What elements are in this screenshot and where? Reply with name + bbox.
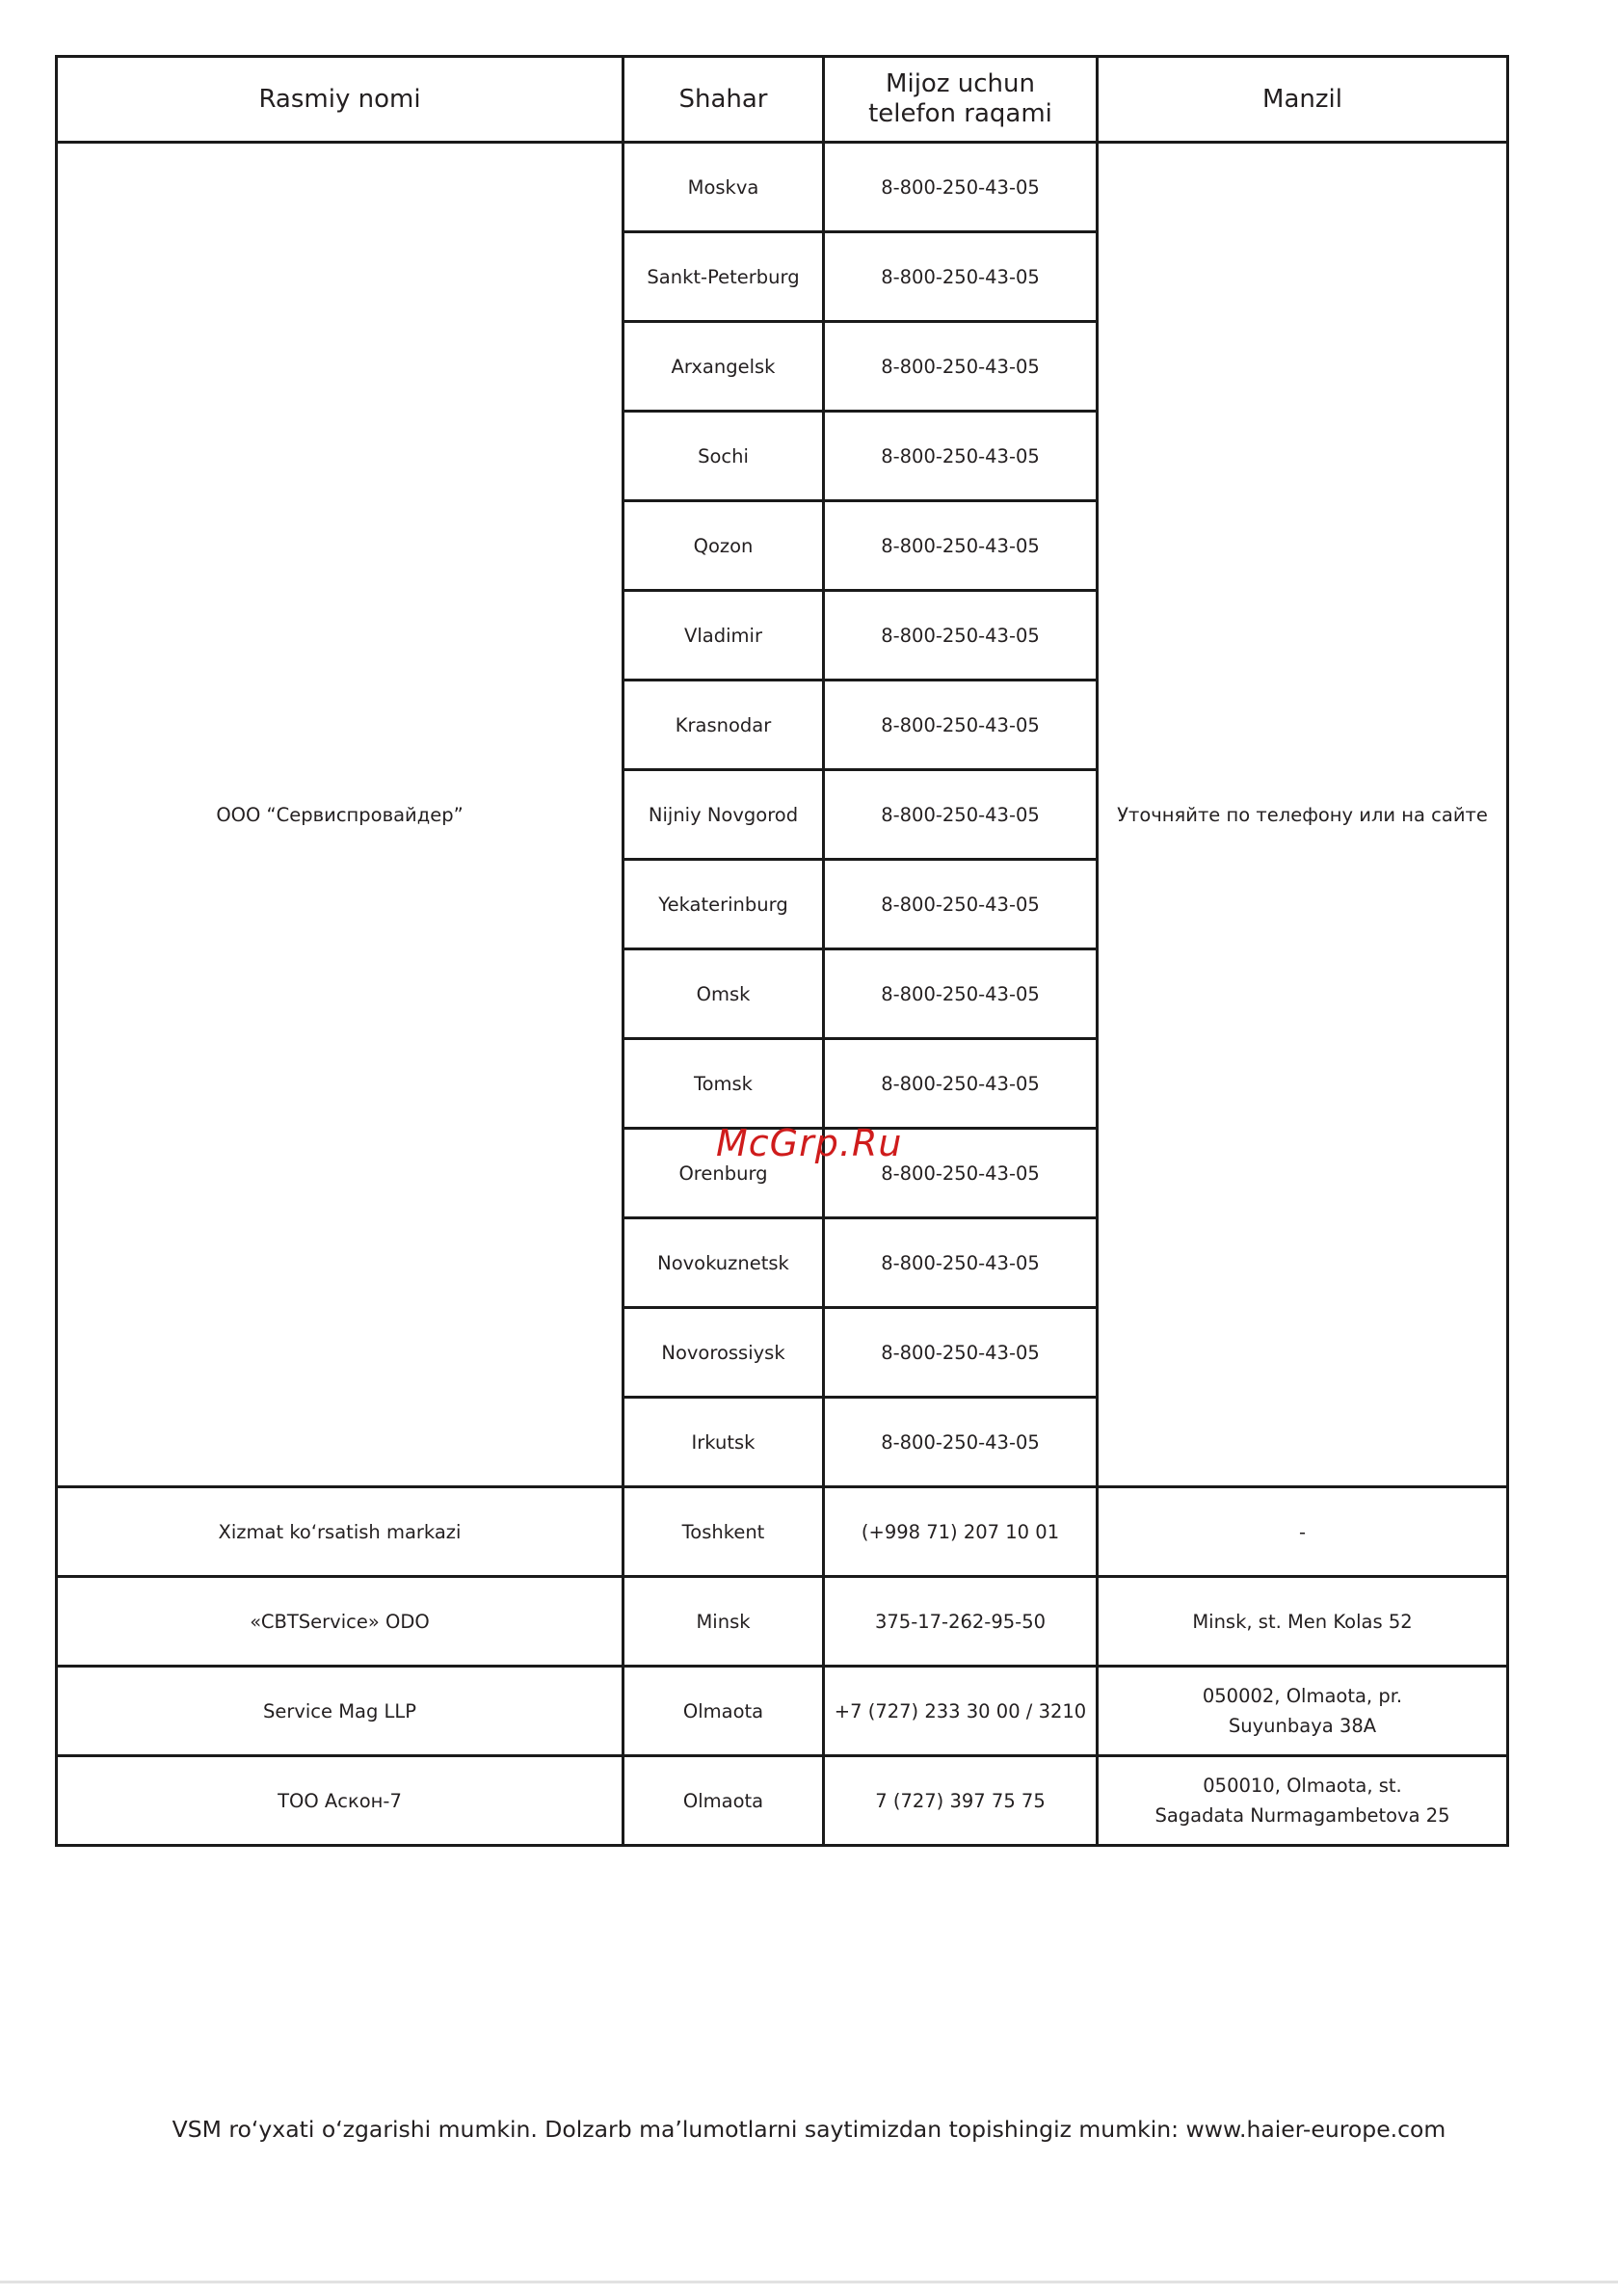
city-cell: Arxangelsk: [623, 322, 824, 412]
table-row: [57, 1487, 1508, 1577]
footer-note: VSM ro‘yxati o‘zgarishi mumkin. Dolzarb ma’lumotlarni saytimizdan topishingiz mumkin: www.haier-europe.com: [172, 2116, 1446, 2143]
city-cell: Minsk: [623, 1577, 824, 1667]
header-phone-line1: Mijoz uchun: [886, 69, 1035, 98]
header-customer-phone: [824, 57, 1098, 143]
table-row: [57, 1577, 1508, 1667]
address-line1: -: [1298, 1520, 1307, 1543]
city-cell: Omsk: [623, 949, 824, 1039]
phone-cell: 8-800-250-43-05: [824, 770, 1098, 860]
city-cell: Moskva: [623, 143, 824, 232]
phone-cell: 8-800-250-43-05: [824, 1039, 1098, 1129]
city-cell: Irkutsk: [623, 1398, 824, 1487]
phone-cell: 7 (727) 397 75 75: [824, 1756, 1098, 1846]
city-cell: Sankt-Peterburg: [623, 232, 824, 322]
header-phone-line2: telefon raqami: [868, 99, 1052, 128]
phone-cell: 8-800-250-43-05: [824, 143, 1098, 232]
phone-cell: 8-800-250-43-05: [824, 1218, 1098, 1308]
city-cell: Nijniy Novgorod: [623, 770, 824, 860]
official-name-cell: «CBTService» ODO: [57, 1577, 623, 1667]
phone-cell: 8-800-250-43-05: [824, 501, 1098, 591]
official-name-cell: Service Mag LLP: [57, 1667, 623, 1756]
city-cell: Novokuznetsk: [623, 1218, 824, 1308]
city-cell: Krasnodar: [623, 681, 824, 770]
page-bottom-divider: [0, 2281, 1618, 2283]
table-header-row: [57, 57, 1508, 143]
phone-cell: (+998 71) 207 10 01: [824, 1487, 1098, 1577]
city-cell: Novorossiysk: [623, 1308, 824, 1398]
address-line1: 050010, Olmaota, st.: [1203, 1775, 1402, 1797]
group-address: Уточняйте по телефону или на сайте: [1098, 143, 1508, 1487]
city-cell: Sochi: [623, 412, 824, 501]
header-city: Shahar: [623, 57, 824, 143]
address-cell: [1098, 1667, 1508, 1756]
city-cell: Toshkent: [623, 1487, 824, 1577]
address-line2: Suyunbaya 38A: [1228, 1715, 1377, 1737]
address-line1: 050002, Olmaota, pr.: [1202, 1685, 1403, 1707]
phone-cell: 8-800-250-43-05: [824, 1308, 1098, 1398]
phone-cell: 8-800-250-43-05: [824, 1398, 1098, 1487]
address-cell: [1098, 1487, 1508, 1577]
address-cell: [1098, 1756, 1508, 1846]
header-address: Manzil: [1098, 57, 1508, 143]
phone-cell: 8-800-250-43-05: [824, 1129, 1098, 1218]
city-cell: Qozon: [623, 501, 824, 591]
city-cell: Vladimir: [623, 591, 824, 681]
header-official-name: Rasmiy nomi: [57, 57, 623, 143]
phone-cell: 8-800-250-43-05: [824, 949, 1098, 1039]
address-line2: Sagadata Nurmagambetova 25: [1154, 1804, 1450, 1827]
table-row: [57, 143, 1508, 232]
table-row: [57, 1756, 1508, 1846]
phone-cell: 8-800-250-43-05: [824, 681, 1098, 770]
phone-cell: 375-17-262-95-50: [824, 1577, 1098, 1667]
city-cell: Orenburg: [623, 1129, 824, 1218]
city-cell: Olmaota: [623, 1667, 824, 1756]
table-row: [57, 1667, 1508, 1756]
official-name-cell: ТОО Аскон-7: [57, 1756, 623, 1846]
phone-cell: 8-800-250-43-05: [824, 322, 1098, 412]
address-line1: Minsk, st. Men Kolas 52: [1192, 1610, 1413, 1633]
city-cell: Olmaota: [623, 1756, 824, 1846]
official-name-cell: Xizmat ko‘rsatish markazi: [57, 1487, 623, 1577]
phone-cell: 8-800-250-43-05: [824, 412, 1098, 501]
city-cell: Tomsk: [623, 1039, 824, 1129]
service-centers-table: [55, 55, 1509, 1847]
watermark-text: McGrp.Ru: [716, 1122, 903, 1164]
phone-cell: 8-800-250-43-05: [824, 591, 1098, 681]
address-cell: [1098, 1577, 1508, 1667]
phone-cell: 8-800-250-43-05: [824, 860, 1098, 949]
group-official-name: ООО “Сервиспровайдер”: [57, 143, 623, 1487]
city-cell: Yekaterinburg: [623, 860, 824, 949]
phone-cell: +7 (727) 233 30 00 / 3210: [824, 1667, 1098, 1756]
phone-cell: 8-800-250-43-05: [824, 232, 1098, 322]
